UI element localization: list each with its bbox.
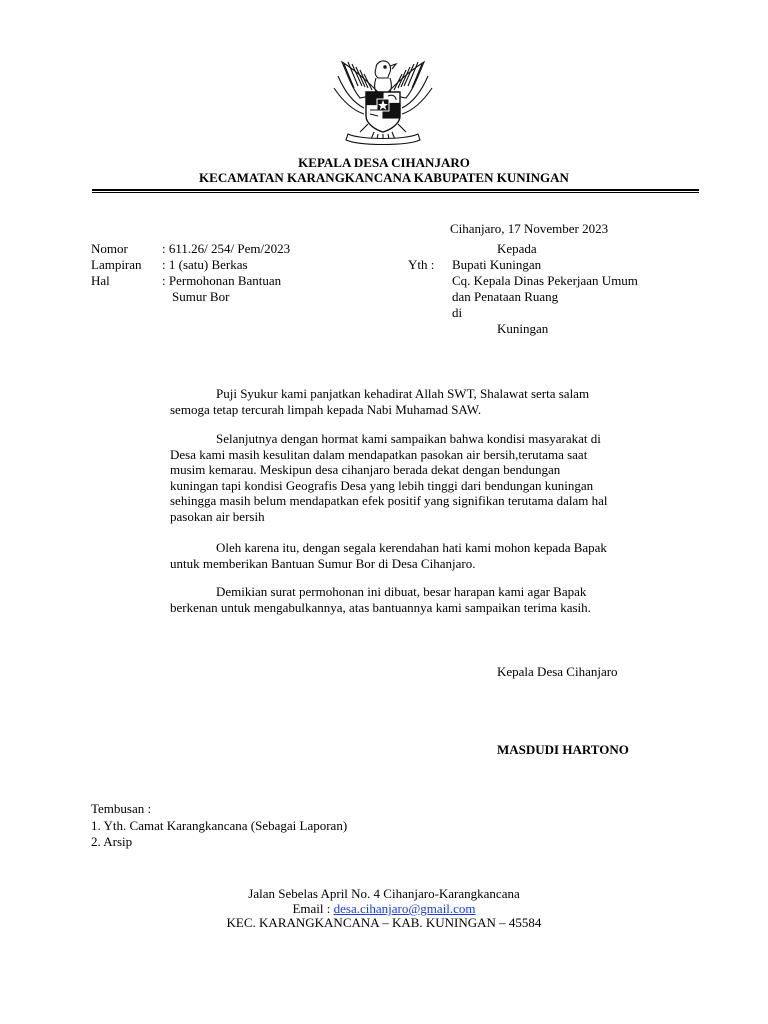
body-p1-line1: Puji Syukur kami panjatkan kehadirat Allah SWT, Shalawat serta salam <box>216 386 590 401</box>
footer-email-line <box>0 901 768 916</box>
hal-label: Hal <box>91 273 110 288</box>
garuda-pancasila-emblem-icon <box>330 54 436 146</box>
body-p1-line2: semoga tetap tercurah limpah kepada Nabi Muhamad SAW. <box>170 401 482 417</box>
body-p3-line2: untuk memberikan Bantuan Sumur Bor di Desa Cihanjaro. <box>170 555 476 571</box>
recipient-line1: Bupati Kuningan <box>452 257 542 272</box>
body-p2-line2: Desa kami masih kesulitan dalam mendapatkan pasokan air bersih,terutama saat <box>170 446 588 462</box>
body-p4-line2: berkenan untuk mengabulkannya, atas bantuannya kami sampaikan terima kasih. <box>170 599 591 615</box>
hal-value-line1: : Permohonan Bantuan <box>162 273 282 288</box>
footer-email-label: Email : <box>292 901 334 916</box>
letter-date: Cihanjaro, 17 November 2023 <box>450 221 609 236</box>
footer-district: KEC. KARANGKANCANA – KAB. KUNINGAN – 45584 <box>226 915 542 930</box>
body-paragraph-4 <box>170 584 690 615</box>
signature-title: Kepala Desa Cihanjaro <box>497 664 618 679</box>
body-p2-line4: kuningan tapi kondisi Geografis Desa yang lebih tinggi dari bendungan kuningan <box>170 477 594 493</box>
tembusan-item-1: 1. Yth. Camat Karangkancana (Sebagai Laporan) <box>91 818 348 833</box>
recipient-kepada: Kepada <box>497 241 537 256</box>
lampiran-label: Lampiran <box>91 257 142 272</box>
letterhead-divider-thick <box>92 189 699 191</box>
body-paragraph-3 <box>170 540 690 571</box>
nomor-label: Nomor <box>91 241 128 256</box>
nomor-value: : 611.26/ 254/ Pem/2023 <box>162 241 291 256</box>
recipient-line4: di <box>452 305 463 320</box>
recipient-yth-label: Yth : <box>408 257 435 272</box>
body-p2-line6: pasokan air bersih <box>170 508 265 524</box>
footer-address: Jalan Sebelas April No. 4 Cihanjaro-Karangkancana <box>248 886 520 901</box>
body-p2-line3: musim kemarau. Meskipun desa cihanjaro berada dekat dengan bendungan <box>170 462 561 477</box>
recipient-line2: Cq. Kepala Dinas Pekerjaan Umum <box>452 273 638 288</box>
body-p4-line1: Demikian surat permohonan ini dibuat, besar harapan kami agar Bapak <box>216 584 587 599</box>
hal-value-line2: Sumur Bor <box>172 289 230 304</box>
body-paragraph-2 <box>170 431 690 524</box>
letterhead-title-line1: KEPALA DESA CIHANJARO <box>298 155 470 170</box>
body-p2-line1: Selanjutnya dengan hormat kami sampaikan bahwa kondisi masyarakat di <box>216 431 601 446</box>
recipient-line5: Kuningan <box>497 321 549 336</box>
tembusan-label: Tembusan : <box>91 801 152 816</box>
footer-email-link[interactable]: desa.cihanjaro@gmail.com <box>333 901 476 916</box>
tembusan-item-2: 2. Arsip <box>91 834 133 849</box>
signature-name: MASDUDI HARTONO <box>497 742 629 757</box>
lampiran-value: : 1 (satu) Berkas <box>162 257 248 272</box>
body-p2-line5: sehingga masih belum mendapatkan efek positif yang signifikan terutama dalam hal <box>170 493 608 508</box>
body-paragraph-1 <box>170 386 690 417</box>
letterhead-title-line2: KECAMATAN KARANGKANCANA KABUPATEN KUNINGAN <box>199 170 569 185</box>
letterhead-divider-thin <box>92 192 699 193</box>
body-p3-line1: Oleh karena itu, dengan segala kerendahan hati kami mohon kepada Bapak <box>216 540 607 555</box>
recipient-line3: dan Penataan Ruang <box>452 289 559 304</box>
